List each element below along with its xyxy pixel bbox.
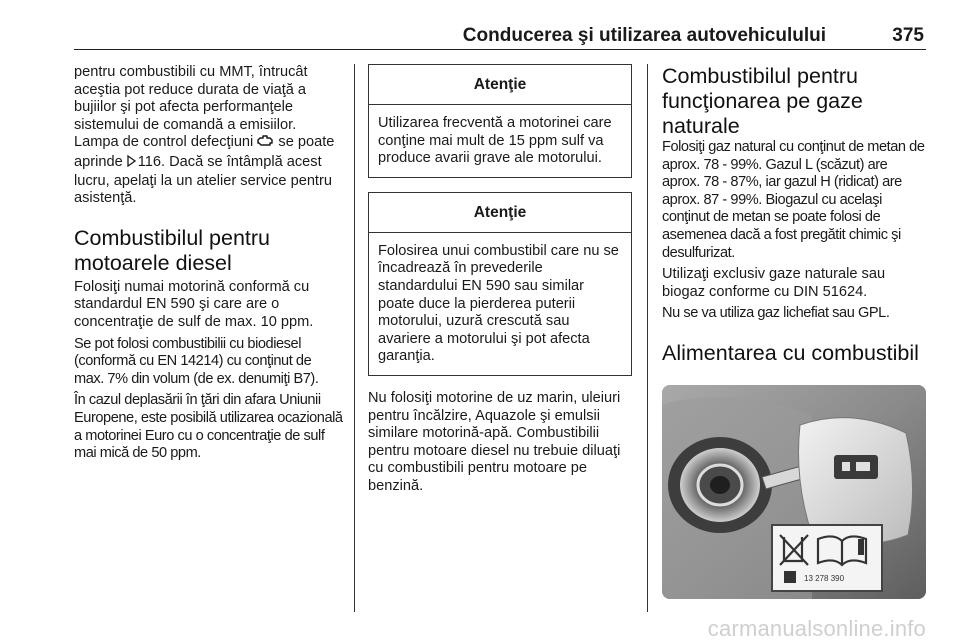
natural-gas-paragraph-1: Folosiţi gaz natural cu conţinut de metan de aprox. 78 - 99%. Gazul L (scăzut) are aprox. 78 - 87%, iar gazul H (ridicat) are aprox. 87 - 99%. Biogazul cu acelaşi conţinut de metan se poate folosi de asemenea dacă a fost pregătit chimic şi desulfurizat. xyxy=(662,139,925,261)
engine-check-icon xyxy=(257,134,274,154)
column-3 xyxy=(662,64,928,369)
image-code: 13 278 390 xyxy=(804,574,845,583)
column-divider-2 xyxy=(647,64,648,612)
marine-fuel-paragraph: Nu folosiţi motorine de uz marin, uleiuri pentru încălzire, Aquazole şi emulsii similare motorină-apă. Combustibilii pentru motoare diesel nu trebuie diluaţi cu combustibili pentru motoare pe benzină. xyxy=(368,389,621,494)
intro-paragraph: pentru combustibili cu MMT, întrucât aceştia pot reduce durata de viaţă a bujiilor şi pot afecta performanţele sistemului de comandă a emisiilor. Lampa de control defecţiuni se poate aprinde 116. Dacă se întâmplă acest lucru, apelaţi la un atelier service pentru asistenţă. xyxy=(74,64,335,207)
column-divider-1 xyxy=(354,64,355,612)
warning-box-body xyxy=(369,233,631,375)
diesel-paragraph-2: Se pot folosi combustibilii cu biodiesel (conformă cu EN 14214) cu conţinut de max. 7% din volum (de ex. denumiţi B7). xyxy=(74,335,319,387)
watermark: carmanualsonline.info xyxy=(707,616,926,641)
page-reference-link[interactable]: 116. Dacă se întâmplă acest lucru, apelaţi la un atelier service pentru asistenţă. xyxy=(74,153,332,207)
warning-text: Utilizarea frecventă a motorinei care conţine mai mult de 15 ppm sulf va produce avarii grave ale motorului. xyxy=(378,115,612,167)
warning-box-body xyxy=(369,105,631,177)
natural-gas-paragraph-2: Utilizaţi exclusiv gaze naturale sau biogaz conforme cu DIN 51624. xyxy=(662,266,886,300)
fuel-filler-photo xyxy=(662,385,926,599)
natural-gas-paragraph-3: Nu se va utiliza gaz lichefiat sau GPL. xyxy=(662,305,890,322)
section-heading-diesel: Combustibilul pentru motoarele diesel xyxy=(74,225,270,275)
warning-box-1 xyxy=(368,64,632,178)
page-number: 375 xyxy=(892,25,924,46)
page-header xyxy=(74,22,926,50)
warning-box-title: Atenţie xyxy=(369,193,631,233)
diesel-paragraph-3: În cazul deplasării în ţări din afara Uniunii Europene, este posibilă utilizarea ocazională a motorinei Euro cu o concentraţie de sulf mai mică de 50 ppm. xyxy=(74,392,343,462)
diesel-paragraph-1: Folosiţi numai motorină conformă cu standardul EN 590 şi care are o concentraţie de sulf de max. 10 ppm. xyxy=(74,278,314,330)
section-heading-refueling: Alimentarea cu combustibil xyxy=(662,340,919,365)
header-title: Conducerea şi utilizarea autovehiculului xyxy=(462,25,826,46)
warning-box-2 xyxy=(368,192,632,376)
column-2 xyxy=(368,64,632,500)
page-reference-arrow-icon[interactable] xyxy=(127,155,136,173)
column-1 xyxy=(74,64,344,467)
header-rule xyxy=(74,49,926,50)
warning-text: Folosirea unui combustibil care nu se încadrează în prevederile standardului EN 590 sau similar poate duce la pierderea puterii motorului, uzură crescută sau avariere a motorului şi pot afecta garanţia. xyxy=(378,242,619,365)
section-heading-natural-gas: Combustibilul pentru funcţionarea pe gaze naturale xyxy=(662,64,863,138)
warning-box-title: Atenţie xyxy=(369,65,631,105)
